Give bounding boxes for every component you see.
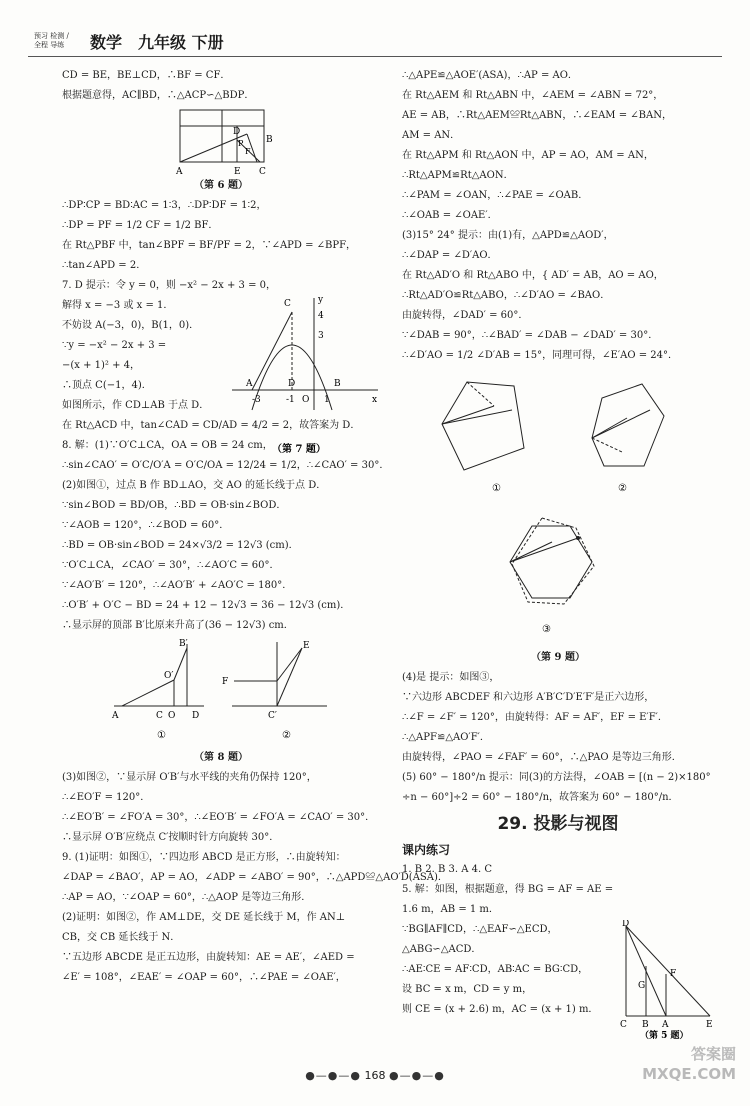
left-line: （第 6 题） (194, 180, 248, 191)
label-E: E (234, 167, 241, 176)
page-header (28, 30, 718, 54)
fig7-label-1: 1 (324, 395, 330, 405)
right-line: 在 Rt△AD′O 和 Rt△ABO 中，{ AD′ = AB，AO = AO， (402, 270, 664, 281)
right-line: 5. 解：如图，根据题意，得 BG = AF = AE = (402, 884, 614, 895)
figure-9-top (402, 366, 714, 506)
fig7-label-x: x (372, 395, 378, 405)
logo: 预习 检测 / 全程 导练 (34, 32, 69, 49)
fig8-label-E: E (303, 641, 310, 651)
right-line: 在 Rt△AEM 和 Rt△ABN 中，∠AEM = ∠ABN = 72°， (402, 90, 664, 101)
left-line: 在 Rt△ACD 中，tan∠CAD = CD/AD = 4/2 = 2，故答案为 D． (62, 420, 361, 431)
fig8-label-Bp: B′ (179, 639, 188, 649)
fig7-label-neg1: -1 (286, 395, 295, 405)
left-line: ∵∠AOB = 120°，∴∠BOD = 60°． (62, 520, 230, 531)
fig8-caption-1: ① (157, 730, 166, 741)
label-F: F (245, 147, 251, 156)
right-line: ∴Rt△AD′O≌Rt△ABO，∴∠D′AO = ∠BAO． (402, 290, 611, 301)
right-line: 由旋转得，∠DAD′ = 60°． (402, 310, 529, 321)
left-line: ∴tan∠APD = 2． (62, 260, 147, 271)
right-line: 在 Rt△APM 和 Rt△AON 中，AP = AO，AM = AN， (402, 150, 654, 161)
watermark-line1: 答案圈 (690, 1045, 736, 1063)
left-line: ∵五边形 ABCDE 是正五边形，由旋转知：AE = AE′，∠AED = (62, 952, 355, 963)
right-line: ∴∠D′AO = 1/2 ∠D′AB = 15°，同理可得，∠E′AO = 24°． (402, 350, 678, 361)
right-column (402, 66, 714, 1020)
left-line: ∴DP∶CP = BD∶AC = 1∶3，∴DP∶DF = 1∶2， (62, 200, 267, 211)
left-line: (3)如图②，∵显示屏 O′B′与水平线的夹角仍保持 120°， (62, 772, 317, 783)
left-line: ∵sin∠BOD = BD/OB，∴BD = OB·sin∠BOD． (62, 500, 287, 511)
fig8-label-C: C (156, 711, 163, 721)
fig8-label-Op: O′ (164, 671, 174, 681)
left-line: ∴顶点 C(−1，4)． (62, 380, 152, 391)
left-line: 根据题意得，AC∥BD，∴△ACP∽△BDP． (62, 90, 255, 101)
right-line: ∴△APF≌△AO′F′． (402, 732, 490, 743)
left-line: CD = BE，BE⊥CD，∴BF = CF． (62, 70, 231, 81)
fig5-caption: （第 5 题） (640, 1031, 689, 1040)
fig7-caption: （第 7 题） (272, 444, 326, 455)
left-line: (2)证明：如图②，作 AM⊥DE，交 DE 延长线于 M，作 AN⊥ (62, 912, 346, 923)
left-line: 如图所示，作 CD⊥AB 于点 D． (62, 400, 210, 411)
fig8-caption-2: ② (282, 730, 291, 741)
label-D: D (233, 127, 241, 137)
right-line: ∵六边形 ABCDEF 和六边形 A′B′C′D′E′F′是正六边形， (402, 692, 655, 703)
fig9-caption-3: ③ (542, 624, 551, 635)
left-line: ∠DAP = ∠BAO′，AP = AO，∠ADP = ∠ABO′ = 90°，∴△APD≌△AO′D(ASA)． (62, 872, 448, 883)
right-line: 设 BC = x m，CD = y m， (402, 984, 533, 995)
figure-6 (62, 106, 382, 176)
left-line: 解得 x = −3 或 x = 1． (62, 300, 174, 311)
section-title: 29. 投影与视图 (497, 814, 619, 834)
left-line: ∵∠AO′B′ = 120°，∴∠AO′B′ + ∠AO′C = 180°． (62, 580, 293, 591)
left-line: ∴显示屏 O′B′应绕点 C′按顺时针方向旋转 30°． (62, 832, 280, 843)
left-line: 8. 解：(1)∵O′C⊥CA，OA = OB = 24 cm， (62, 440, 273, 451)
left-line: ∵O′C⊥CA，∠CAO′ = 30°，∴∠AO′C = 60°． (62, 560, 280, 571)
right-line: ∴∠DAP = ∠D′AO． (402, 250, 498, 261)
watermark-line2: MXQE.COM (642, 1065, 736, 1083)
figure-7 (232, 290, 382, 460)
left-line: ∴∠EO′F = 120°． (62, 792, 151, 803)
left-line: −(x + 1)² + 4， (62, 360, 141, 371)
fig7-label-C: C (284, 299, 291, 309)
right-line: ∵∠DAB = 90°，∴∠BAD′ = ∠DAB − ∠DAD′ = 30°． (402, 330, 659, 341)
left-line: (2)如图①，过点 B 作 BD⊥AO，交 AO 的延长线于点 D． (62, 480, 327, 491)
fig5-label-B: B (642, 1020, 649, 1030)
right-line: (5) 60° − 180°/n 提示：同(3)的方法得，∠OAB = [(n − 2)×180° (402, 772, 711, 783)
fig9-caption-2: ② (618, 483, 627, 494)
left-line: ∴DP = PF = 1/2 CF = 1/2 BF． (62, 220, 219, 231)
fig5-label-C: C (620, 1020, 627, 1030)
left-line: ∵y = −x² − 2x + 3 = (62, 340, 167, 351)
fig7-label-B: B (334, 379, 341, 389)
left-line: ∠E′ = 108°，∠EAE′ = ∠OAP = 60°，∴∠PAE = ∠OAE′， (62, 972, 346, 983)
section-subtitle: 课内练习 (402, 843, 451, 857)
label-C: C (259, 167, 266, 176)
right-line: △ABG∽△ACD． (402, 944, 482, 955)
left-line: 7. D 提示：令 y = 0，则 −x² − 2x + 3 = 0， (62, 280, 276, 291)
left-line: 不妨设 A(−3，0)，B(1，0)． (62, 320, 200, 331)
left-line: ∴O′B′ + O′C − BD = 24 + 12 − 12√3 = 36 − 12√3 (cm)． (62, 600, 351, 611)
fig8-label-Cp: C′ (268, 711, 277, 721)
page-number-text: 168 (364, 1069, 386, 1082)
right-line: 1.6 m，AB = 1 m． (402, 904, 499, 915)
fig8-label-O: O (168, 711, 176, 721)
fig5-label-G: G (638, 981, 646, 991)
header-rule (28, 56, 722, 57)
page-number: ●—●—● 168 ●—●—● (305, 1069, 445, 1082)
right-line: ∵BG∥AF∥CD，∴△EAF∽△ECD， (402, 924, 558, 935)
label-B: B (266, 135, 273, 145)
fig7-label-D: D (288, 379, 296, 389)
fig7-label-A: A (246, 379, 253, 389)
fig8-label-D: D (192, 711, 200, 721)
figure-5 (610, 920, 720, 1040)
left-line: 9. (1)证明：如图①，∵四边形 ABCD 是正方形，∴由旋转知： (62, 852, 346, 863)
fig5-label-A: A (662, 1020, 669, 1030)
left-line: ∴AP = AO，∵∠OAP = 60°，∴△AOP 是等边三角形． (62, 892, 312, 903)
right-line: AE = AB，∴Rt△AEM≌Rt△ABN，∴∠EAM = ∠BAN， (402, 110, 672, 121)
grade-label: 九年级 下册 (138, 33, 224, 52)
fig7-label-neg3: -3 (252, 395, 261, 405)
fig9-caption-1: ① (492, 483, 501, 494)
right-line: ∴∠PAM = ∠OAN，∴∠PAE = ∠OAB． (402, 190, 589, 201)
left-line: ∴sin∠CAO′ = O′C/O′A = O′C/OA = 12/24 = 1/2，∴∠CAO′ = 30°． (62, 460, 390, 471)
left-line: CB，交 CB 延长线于 N． (62, 932, 181, 943)
right-line: ∴∠F = ∠F′ = 120°，由旋转得：AF = AF′，EF = E′F′． (402, 712, 668, 723)
fig7-label-4: 4 (318, 311, 324, 321)
right-line: ∴△APE≌△AOE′(ASA)，∴AP = AO． (402, 70, 578, 81)
right-line: ÷n − 60°]÷2 = 60° − 180°/n，故答案为 60° − 180°/n． (402, 792, 679, 803)
fig5-label-F: F (670, 969, 677, 979)
left-line: ∴显示屏的顶部 B′比原来升高了(36 − 12√3) cm． (62, 620, 294, 631)
figure-8 (62, 636, 382, 748)
figure-9-bottom (402, 506, 714, 648)
right-line: ∴AE∶CE = AF∶CD，AB∶AC = BG∶CD， (402, 964, 589, 975)
left-line: ∴∠EO′B′ = ∠FO′A = 30°，∴∠EO′B′ = ∠FO′A = ∠CAO′ = 30°． (62, 812, 376, 823)
label-P: P (238, 139, 244, 148)
right-line: (4)是 提示：如图③， (402, 672, 500, 683)
right-line: ∴∠OAB = ∠OAE′． (402, 210, 498, 221)
watermark (642, 1044, 736, 1084)
fig7-label-O: O (302, 395, 310, 405)
right-line: AM = AN． (402, 130, 461, 141)
fig8-label-A: A (112, 711, 119, 721)
fig7-label-3: 3 (318, 331, 324, 341)
left-line: （第 8 题） (194, 752, 248, 763)
left-line: ∴BD = OB·sin∠BOD = 24×√3/2 = 12√3 (cm)． (62, 540, 299, 551)
right-line: 由旋转得，∠PAO = ∠FAF′ = 60°，∴△PAO 是等边三角形． (402, 752, 682, 763)
right-line: 则 CE = (x + 2.6) m，AC = (x + 1) m． (402, 1004, 599, 1015)
left-line: 在 Rt△PBF 中，tan∠BPF = BF/PF = 2，∵∠APD = ∠BPF， (62, 240, 357, 251)
right-line: （第 9 题） (531, 652, 585, 663)
right-line: 1. B 2. B 3. A 4. C (402, 864, 492, 875)
fig5-label-D: D (622, 920, 630, 929)
label-A: A (176, 167, 183, 176)
fig8-label-F: F (222, 677, 229, 687)
fig7-label-y: y (318, 295, 324, 305)
right-line: (3)15° 24° 提示：由(1)有，△APD≌△AOD′， (402, 230, 614, 241)
right-line: ∴Rt△APM≌Rt△AON． (402, 170, 514, 181)
subject-label: 数学 (90, 33, 123, 52)
fig5-label-E: E (706, 1020, 713, 1030)
